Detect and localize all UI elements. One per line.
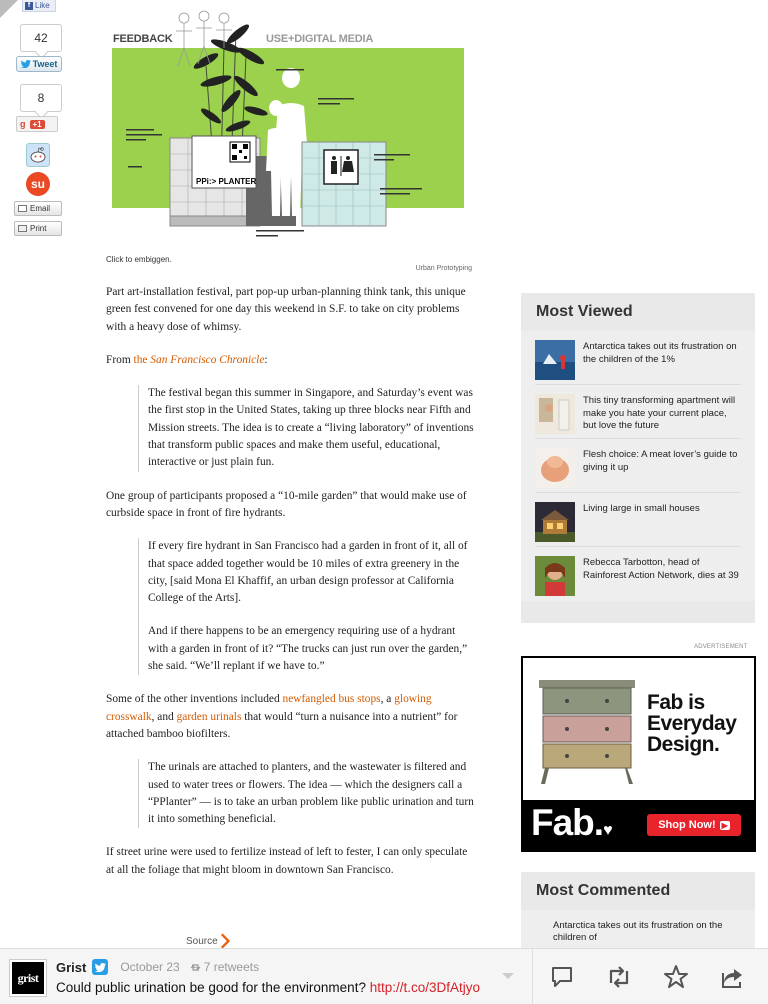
share-button[interactable] (719, 963, 747, 991)
tweet-meta (120, 960, 259, 974)
blockquote (138, 538, 476, 675)
list-item[interactable] (535, 439, 741, 493)
list-item-text: Antarctica takes out its frustration on the children of the 1% (583, 341, 737, 365)
most-commented-widget (521, 872, 755, 952)
stumbleupon-icon: su (30, 177, 45, 191)
paragraph: If street urine were used to fertilize instead of left to fester, I can only speculate at all the foliage that might bloom in downtown San Francisco. (106, 846, 468, 876)
facebook-like-label: Like (35, 1, 50, 10)
source-paragraph (106, 352, 476, 369)
retweet-count-text: 7 retweets (203, 960, 260, 974)
print-label: Print (30, 224, 47, 233)
facebook-like-button[interactable] (22, 0, 56, 12)
tweet-actions (532, 949, 768, 1004)
ad-tagline-line-2: Everyday (647, 712, 737, 735)
figure-heading-media: USE+DIGITAL MEDIA (266, 33, 374, 45)
planter-label: PPi:> PLANTER (196, 177, 257, 186)
most-commented-title: Most Commented (536, 882, 671, 899)
text-span: , and (151, 710, 177, 723)
list-item[interactable]: Antarctica takes out its frustration on the children of (553, 920, 723, 943)
garden-urinals-link[interactable]: garden urinals (176, 710, 242, 723)
tweet-button[interactable] (16, 56, 62, 72)
google-plus-button[interactable] (16, 116, 58, 132)
list-item-text: Flesh choice: A meat lover’s guide to giving it up (583, 449, 738, 473)
google-plus-icon: g (20, 119, 26, 129)
reply-icon (550, 965, 574, 989)
from-prefix: From (106, 353, 134, 366)
list-item-text: This tiny transforming apartment will make you hate your current place, but love the future (583, 395, 736, 431)
tweet-link[interactable]: http://t.co/3DfAtjyo (369, 980, 481, 995)
facebook-icon: f (25, 2, 33, 10)
ad-bottom-panel (523, 800, 754, 850)
advertisement-label: ADVERTISEMENT (694, 644, 748, 650)
dresser-image (529, 676, 645, 786)
quote-paragraph: The urinals are attached to planters, and the wastewater is filtered and used to water trees or flowers. The idea — which the designers call a “PPlanter” — is to take an urban problem like public urination and turn it into something beneficial. (148, 761, 474, 826)
chronicle-link-name: San Francisco Chronicle (150, 353, 265, 366)
ad-top-panel (523, 658, 754, 800)
thumbnail-antarctica (535, 340, 575, 380)
most-commented-list (521, 910, 755, 952)
reddit-alien-icon (29, 147, 47, 163)
blockquote (138, 385, 476, 471)
reddit-button[interactable] (26, 143, 50, 167)
reply-button[interactable] (548, 963, 576, 991)
quote-paragraph: And if there happens to be an emergency requiring use of a hydrant with a garden in front of it? “The trucks can just run over the garden,” she said. “We’ll replant if we have to.” (148, 625, 468, 673)
thumbnail-apartment (535, 394, 575, 434)
page-curl-corner (0, 0, 18, 18)
text-span: that would “turn a nuisance into a nutrient” for attached bamboo biofilters. (106, 710, 458, 740)
tweet-text-body: Could public urination be good for the environment? (56, 980, 370, 995)
ad-tagline-line-1: Fab is (647, 691, 705, 714)
twitter-bird-icon (21, 60, 31, 68)
text-span: Some of the other inventions included (106, 693, 283, 706)
most-viewed-title: Most Viewed (536, 303, 633, 320)
print-button[interactable] (14, 221, 62, 236)
printer-icon (18, 225, 27, 232)
list-item[interactable] (535, 331, 741, 385)
grist-avatar[interactable]: grist (10, 960, 46, 996)
share-icon (720, 965, 746, 989)
ad-tagline (647, 692, 736, 755)
tweet-date: October 23 (120, 960, 180, 974)
thumbnail-portrait (535, 556, 575, 596)
email-button[interactable] (14, 201, 62, 216)
from-suffix: : (264, 353, 268, 366)
thumbnail-meat (535, 448, 575, 488)
ad-tagline-line-3: Design. (647, 733, 720, 756)
shop-now-label: Shop Now! (658, 819, 716, 831)
shop-now-button[interactable] (647, 814, 741, 836)
planter-illustration (106, 6, 476, 256)
chronicle-link[interactable] (133, 353, 268, 366)
tweet-header (56, 959, 259, 975)
thumbnail-small-house (535, 502, 575, 542)
fab-logo (531, 802, 612, 844)
gplus-count: 8 (20, 84, 62, 112)
list-item[interactable] (535, 547, 741, 601)
stumbleupon-button[interactable] (26, 172, 50, 196)
list-item-text: Rebecca Tarbotton, head of Rainforest Action Network, dies at 39 (583, 557, 739, 581)
retweet-icon (606, 965, 632, 989)
twitter-bird-icon (92, 959, 108, 975)
retweet-button[interactable] (605, 963, 633, 991)
retweet-count (190, 960, 259, 974)
paragraph: Part art-installation festival, part pop-up urban-planning think tank, this unique green fest convened for one day this weekend in S.F. to take on city problems with a heavy dose of whimsy. (106, 286, 466, 333)
most-viewed-widget (521, 293, 755, 623)
favorite-button[interactable] (662, 963, 690, 991)
tweet-bar (0, 948, 768, 1004)
fab-logo-text: Fab. (531, 802, 604, 843)
blockquote (138, 759, 476, 828)
figure-caption: Click to embiggen. (106, 255, 172, 264)
chronicle-link-the: the (133, 353, 151, 366)
tweet-text (56, 980, 480, 995)
quote-paragraph: The festival began this summer in Singapore, and Saturday’s event was the first stop in the United States, taking up three blocks near Fifth and Mission streets. The idea is to create a “living laboratory” of inventions that transform public spaces and make them useful, educational, interactive or just plain fun. (148, 387, 474, 469)
paragraph: One group of participants proposed a “10-mile garden” that would make use of curbside space in front of fire hydrants. (106, 489, 467, 519)
source-label: Source (186, 935, 218, 947)
heart-icon: ♥ (603, 822, 612, 839)
text-span: , a (380, 693, 395, 706)
list-item-text: Living large in small houses (583, 503, 700, 514)
most-viewed-list (521, 331, 755, 601)
tweet-count: 42 (20, 24, 62, 52)
plus-one-label: +1 (30, 120, 45, 129)
inventions-paragraph (106, 691, 476, 743)
star-icon (663, 964, 689, 990)
bus-stops-link[interactable]: newfangled bus stops (282, 693, 381, 706)
envelope-icon (18, 205, 27, 212)
chevron-down-icon[interactable] (502, 973, 514, 979)
article-body (106, 284, 476, 895)
fab-advertisement[interactable] (521, 656, 756, 852)
email-label: Email (30, 204, 51, 213)
figure-heading-feedback: FEEDBACK (113, 33, 173, 45)
tweet-label: Tweet (32, 59, 58, 69)
list-item[interactable] (535, 385, 741, 439)
retweet-small-icon (190, 963, 201, 972)
quote-paragraph: If every fire hydrant in San Francisco had a garden in front of it, all of that space added together would be 10 miles of extra greenery in the city, [said Mona El Khaffif, an urban design professor at California College of the Arts]. (148, 540, 468, 605)
article-figure[interactable] (106, 6, 476, 272)
list-item[interactable] (535, 493, 741, 547)
arrow-right-icon: ▶ (721, 820, 728, 830)
tweet-author-name[interactable]: Grist (56, 959, 87, 975)
glowing-crosswalk-link[interactable]: glowing crosswalk (106, 693, 432, 723)
figure-credit: Urban Prototyping (415, 265, 472, 272)
